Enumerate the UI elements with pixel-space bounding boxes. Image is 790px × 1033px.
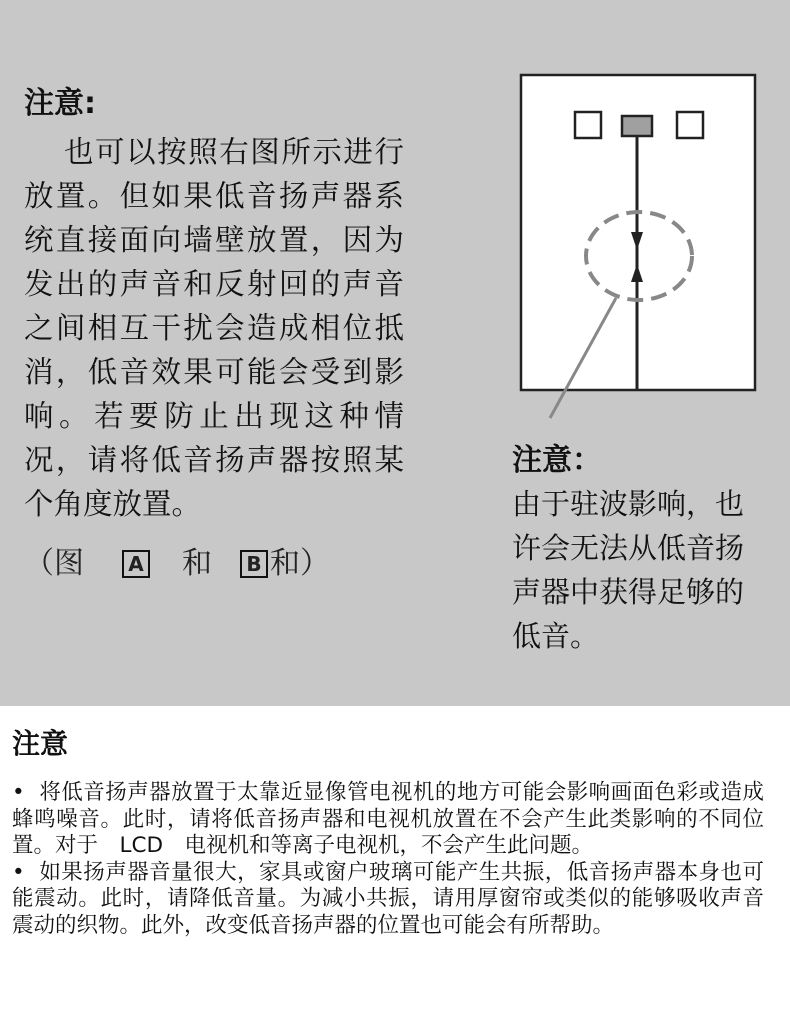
- ref-open-text: （图: [24, 546, 84, 581]
- right-speaker-icon: [677, 112, 703, 138]
- bottom-note-heading: 注意: [12, 727, 69, 760]
- left-speaker-icon: [575, 112, 601, 138]
- list-item: [12, 780, 764, 860]
- bullet-text-1: 将低音扬声器放置于太靠近显像管电视机的地方可能会影响画面色彩或造成蜂鸣噪音。此时，请将低音扬声器和电视机放置在不会产生此类影响的不同位置。对于 LCD 电视机和等离子电视机，不会产生此问题。: [12, 780, 764, 858]
- speaker-wall-reflection-diagram-icon: [518, 70, 758, 420]
- bullet-marker: •: [12, 780, 25, 805]
- left-note-column: [24, 84, 404, 584]
- speaker-wall-diagram: [518, 70, 758, 420]
- ref-and-text: 和: [182, 546, 212, 581]
- ref-close-text: 和）: [270, 546, 330, 581]
- right-note-column: [512, 440, 772, 658]
- list-item: [12, 860, 764, 940]
- ref-b-badge: B: [240, 550, 268, 578]
- right-note-heading: 注意：: [512, 443, 602, 478]
- figure-reference: [24, 544, 404, 584]
- bullet-marker: •: [12, 859, 25, 885]
- note-heading: 注意:: [24, 86, 96, 121]
- note-paragraph: 也可以按照右图所示进行放置。但如果低音扬声器系统直接面向墙壁放置，因为发出的声音和反射回的声音之间相互干扰会造成相位抵消，低音效果可能会受到影响。若要防止出现这种情况，请将低音扬声器按照某个角度放置。: [24, 135, 404, 521]
- bottom-note-section: [12, 724, 764, 939]
- center-speaker-icon: [622, 116, 652, 136]
- ref-a-badge: A: [122, 550, 150, 578]
- right-note-paragraph: 由于驻波影响，也许会无法从低音扬声器中获得足够的低音。: [512, 487, 745, 653]
- bullet-text-2: 如果扬声器音量很大，家具或窗户玻璃可能产生共振，低音扬声器本身也可能震动。此时，请降低音量。为减小共振，请用厚窗帘或类似的能够吸收声音震动的织物。此外，改变低音扬声器的位置也可能会有所帮助。: [12, 859, 764, 938]
